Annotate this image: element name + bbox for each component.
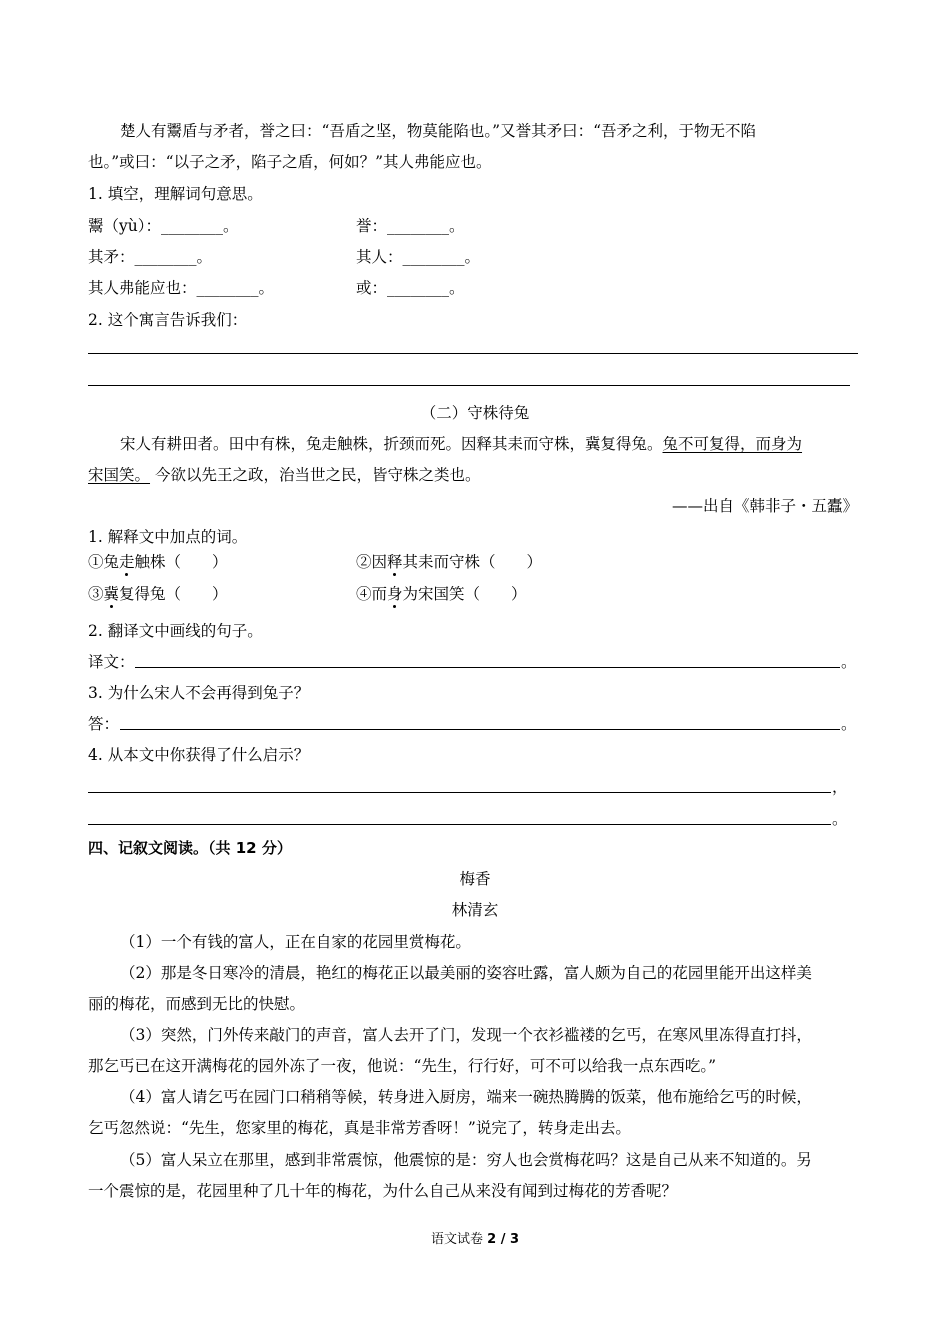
answer-line (88, 792, 831, 793)
passage-line: 也。”或曰：“以子之矛，陷子之盾，何如？”其人弗能应也。 (88, 153, 492, 171)
footer-label: 语文试卷 (430, 1232, 488, 1247)
underlined-sentence: 宋国笑。 (88, 466, 151, 484)
answer-label: 答： (88, 715, 120, 733)
passage-line (120, 434, 802, 454)
question-title: 1. 解释文中加点的词。 (88, 528, 248, 546)
dotted-word: 冀 (103, 585, 120, 603)
section-heading: （二）守株待兔 (420, 404, 530, 422)
page-footer (0, 1228, 950, 1247)
answer-label: 译文： (88, 653, 135, 671)
question-title: 1. 填空，理解词句意思。 (88, 185, 263, 203)
passage-line: 楚人有鬻盾与矛者，誉之曰：“吾盾之坚，物莫能陷也。”又誉其矛曰：“吾矛之利，于物无不陷 (120, 122, 757, 140)
answer-period: 。 (841, 653, 857, 671)
answer-comma: ， (832, 778, 848, 796)
item-text: ③ (88, 585, 104, 603)
question-title: 2. 这个寓言告诉我们： (88, 311, 248, 329)
dotted-word: 身 (387, 585, 403, 603)
paragraph-line: （3）突然，门外传来敲门的声音，富人去开了门，发现一个衣衫褴褛的乞丐，在寒风里冻得直打抖， (120, 1026, 812, 1044)
paragraph-line: （2）那是冬日寒冷的清晨，艳红的梅花正以最美丽的姿容吐露，富人颇为自己的花园里能开出这样美 (120, 964, 812, 982)
passage-text: 今欲以先王之政，治当世之民，皆守株之类也。 (150, 466, 481, 484)
paragraph-line: （4）富人请乞丐在园门口稍稍等候，转身进入厨房，端来一碗热腾腾的饭菜，他布施给乞丐的时候， (120, 1088, 812, 1106)
passage-line (88, 465, 480, 485)
answer-period: 。 (832, 810, 848, 828)
fill-blank-item: 或：________。 (356, 279, 465, 297)
underlined-sentence: 兔不可复得，而身为 (662, 435, 803, 453)
article-author: 林清玄 (451, 901, 499, 919)
fill-blank-item: 其人：________。 (356, 248, 481, 266)
paragraph-line: 丽的梅花，而感到无比的快慰。 (88, 995, 306, 1013)
question-title: 4. 从本文中你获得了什么启示？ (88, 746, 310, 764)
section-heading: 四、记叙文阅读。（共 12 分） (88, 839, 292, 857)
answer-line (88, 385, 850, 386)
item-text: ①兔 (88, 553, 120, 571)
answer-line (88, 824, 831, 825)
source-citation: ——出自《韩非子・五蠹》 (671, 497, 858, 515)
answer-line (135, 667, 840, 668)
question-title: 3. 为什么宋人不会再得到兔子？ (88, 684, 310, 702)
question-title: 2. 翻译文中画线的句子。 (88, 622, 263, 640)
answer-line (120, 729, 840, 730)
item-text: 其耒而守株（ ） (402, 553, 543, 571)
answer-period: 。 (841, 715, 857, 733)
explain-item (88, 584, 228, 604)
answer-line (88, 353, 858, 354)
explain-item (88, 552, 228, 572)
paragraph-line: 那乞丐已在这开满梅花的园外冻了一夜，他说：“先生，行行好，可不可以给我一点东西吃。” (88, 1057, 717, 1075)
fill-blank-item: 其矛：________。 (88, 248, 213, 266)
item-text: ②因 (356, 553, 388, 571)
paragraph-line: （5）富人呆立在那里，感到非常震惊，他震惊的是：穷人也会赏梅花吗？这是自己从来不知道的。另 (120, 1151, 812, 1169)
fill-blank-item: 鬻（yù）：________。 (88, 217, 239, 235)
item-text: 为宋国笑（ ） (402, 585, 527, 603)
paragraph-line: 一个震惊的是，花园里种了几十年的梅花，为什么自己从来没有闻到过梅花的芳香呢？ (88, 1182, 678, 1200)
item-text: ④而 (356, 585, 388, 603)
dotted-word: 走 (119, 553, 135, 571)
paragraph-line: 乞丐忽然说：“先生，您家里的梅花，真是非常芳香呀！”说完了，转身走出去。 (88, 1119, 631, 1137)
explain-item (356, 584, 527, 604)
item-text: 复得兔（ ） (119, 585, 228, 603)
dotted-word: 释 (387, 553, 403, 571)
article-title: 梅香 (459, 870, 491, 888)
fill-blank-item: 其人弗能应也：________。 (88, 279, 275, 297)
item-text: 触株（ ） (134, 553, 228, 571)
explain-item (356, 552, 542, 572)
fill-blank-item: 誉：________。 (356, 217, 465, 235)
passage-text: 宋人有耕田者。田中有株，兔走触株，折颈而死。因释其耒而守株，冀复得兔。 (120, 435, 663, 453)
page-number: 2 / 3 (487, 1232, 520, 1247)
paragraph-line: （1）一个有钱的富人，正在自家的花园里赏梅花。 (120, 933, 471, 951)
